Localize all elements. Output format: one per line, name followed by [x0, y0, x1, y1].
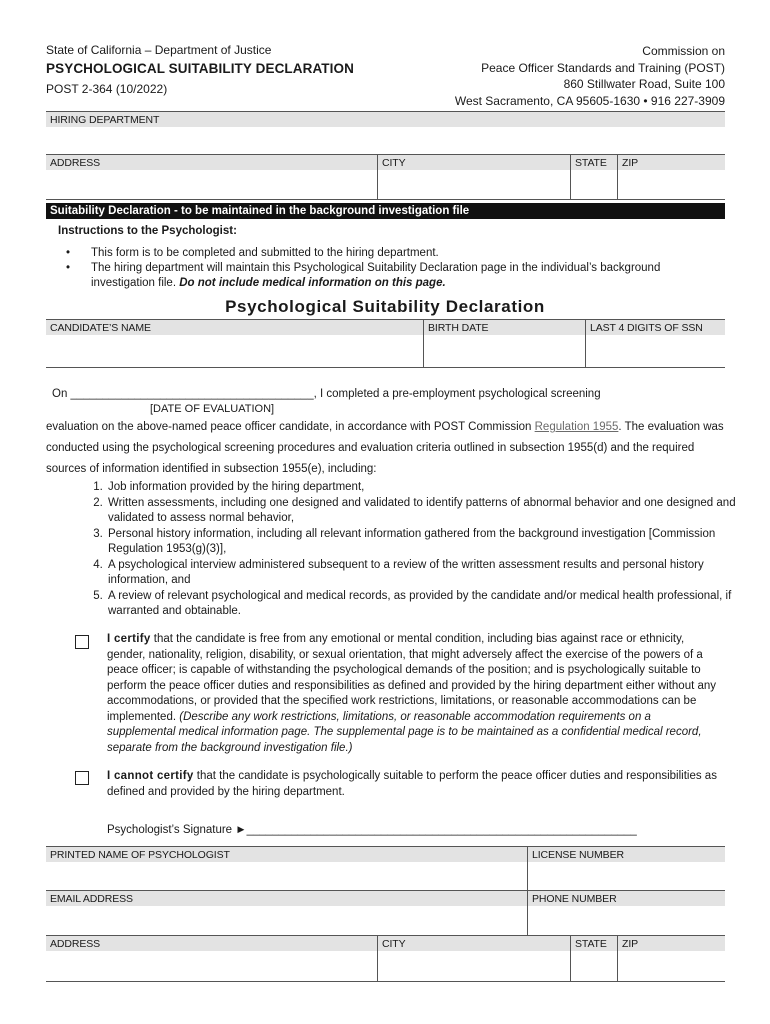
psychologist-address-field[interactable] — [46, 936, 378, 982]
list-item: 1. Job information provided by the hiring department, — [106, 480, 751, 496]
header-right — [455, 43, 725, 109]
certify-lead: I certify — [107, 633, 151, 645]
bullet-icon: • — [66, 262, 71, 274]
instruction-emphasis: Do not include medical information on this page. — [179, 277, 446, 289]
cannot-certify-statement — [107, 769, 722, 800]
form-title: PSYCHOLOGICAL SUITABILITY DECLARATION — [46, 61, 354, 76]
printed-name-field[interactable] — [46, 847, 528, 891]
instruction-item — [62, 261, 722, 291]
hiring-zip-label: ZIP — [622, 157, 639, 169]
signature-label: Psychologist’s Signature ► — [107, 824, 247, 836]
hiring-city-field[interactable] — [378, 155, 571, 200]
hiring-address-label: ADDRESS — [50, 157, 101, 169]
list-item: 4. A psychological interview administered subsequent to a review of the written assessment results and personal history information, and — [106, 558, 751, 589]
section-bar: Suitability Declaration - to be maintained in the background investigation file — [46, 203, 725, 219]
signature-blank[interactable]: _____________________________________________________________ — [246, 824, 637, 836]
hiring-city-label: CITY — [382, 157, 406, 169]
hiring-department-label: HIRING DEPARTMENT — [50, 114, 160, 126]
psychologist-state-label: STATE — [575, 938, 607, 950]
ssn-label: LAST 4 DIGITS OF SSN — [590, 322, 703, 334]
email-address-label: EMAIL ADDRESS — [50, 893, 133, 905]
psychologist-state-field[interactable] — [571, 936, 618, 982]
hiring-department-field[interactable] — [46, 112, 725, 155]
instruction-text: This form is to be completed and submitted to the hiring department. — [91, 247, 439, 259]
instructions-list — [62, 246, 722, 291]
agency-name: State of California – Department of Justice — [46, 43, 272, 57]
paragraph-text: evaluation on the above-named peace officer candidate, in accordance with POST Commission — [46, 421, 532, 433]
commission-address2: West Sacramento, CA 95605-1630 • 916 227-3909 — [454, 93, 725, 108]
date-caption: [DATE OF EVALUATION] — [150, 403, 275, 415]
regulation-1955-link[interactable]: Regulation 1955 — [534, 421, 619, 433]
on-suffix: , I completed a pre-employment psychological screening — [313, 388, 601, 400]
evaluation-date-line — [52, 388, 601, 400]
cannot-certify-lead: I cannot certify — [107, 770, 194, 782]
rule — [46, 154, 725, 155]
paragraph-text: . The evaluation was conducted using the psychological screening procedures and evaluation criteria outlined in subsection 1955(d) and the required sources of information identified in subsection 1955(e), including: — [46, 421, 724, 475]
candidate-name-field[interactable] — [46, 320, 424, 368]
psychologist-zip-label: ZIP — [622, 938, 639, 950]
phone-number-label: PHONE NUMBER — [532, 893, 617, 905]
certify-text: that the candidate is free from any emotional or mental condition, including bias against race or ethnicity, gender, nationality, religion, disability, or sexual orientation, that might adversely affect the exercise of the powers of a peace officer; is capable of withstanding the psychological demands of the position; and is psychologically suitable to perform the peace officer duties and responsibilities as defined and provided by the hiring department either without any accommodations, or provided that the specified work restrictions, limitations, or reasonable accommodations can be implemented. — [107, 633, 717, 723]
email-address-field[interactable] — [46, 891, 528, 936]
information-sources-list — [78, 480, 751, 620]
list-item: 5. A review of relevant psychological and medical records, as provided by the candidate and/or medical health professional, if warranted and obtainable. — [106, 589, 751, 620]
ssn-field[interactable] — [586, 320, 725, 368]
cannot-certify-checkbox[interactable] — [75, 771, 89, 785]
birth-date-field[interactable] — [424, 320, 586, 368]
commission-line2: Peace Officer Standards and Training (POST) — [481, 60, 725, 75]
psychologist-zip-field[interactable] — [618, 936, 725, 982]
phone-number-field[interactable] — [528, 891, 725, 936]
certify-statement — [107, 632, 722, 756]
candidate-name-label: CANDIDATE’S NAME — [50, 322, 151, 334]
header-left — [46, 43, 354, 97]
instruction-text: The hiring department will maintain this Psychological Suitability Declaration page in the individual’s background investigation file. — [91, 262, 661, 289]
form-number: POST 2-364 (10/2022) — [46, 82, 168, 96]
certify-checkbox[interactable] — [75, 635, 89, 649]
commission-line1: Commission on — [642, 44, 725, 58]
license-number-field[interactable] — [528, 847, 725, 891]
hiring-address-field[interactable] — [46, 155, 378, 200]
hiring-zip-field[interactable] — [618, 155, 725, 200]
on-prefix: On — [52, 388, 68, 400]
commission-address1: 860 Stillwater Road, Suite 100 — [563, 77, 725, 91]
psychologist-city-label: CITY — [382, 938, 406, 950]
hiring-state-label: STATE — [575, 157, 607, 169]
list-item: 3. Personal history information, including all relevant information gathered from the background investigation [Commission Regulation 1953(g)(3)], — [106, 527, 751, 558]
instructions-heading: Instructions to the Psychologist: — [58, 225, 237, 237]
evaluation-date-blank[interactable]: ______________________________________ — [70, 388, 314, 400]
signature-line — [107, 824, 637, 836]
instruction-item — [62, 246, 722, 261]
bullet-icon: • — [66, 247, 71, 259]
evaluation-paragraph — [46, 417, 726, 480]
hiring-state-field[interactable] — [571, 155, 618, 200]
psychologist-city-field[interactable] — [378, 936, 571, 982]
certify-italic-note: (Describe any work restrictions, limitations, or reasonable accommodation requirements on a supplemental medical information page. The supplemental page is to be maintained as a confidential medical record, separate from the background investigation file.) — [107, 710, 702, 754]
list-item: 2. Written assessments, including one designed and validated to identify patterns of abnormal behavior and one designed and validated to assess normal behavior, — [106, 496, 751, 527]
printed-name-label: PRINTED NAME OF PSYCHOLOGIST — [50, 849, 230, 861]
cannot-certify-text: that the candidate is psychologically suitable to perform the peace officer duties and responsibilities as defined and provided by the hiring department. — [107, 770, 717, 798]
psychologist-address-label: ADDRESS — [50, 938, 101, 950]
declaration-title: Psychological Suitability Declaration — [225, 297, 545, 316]
birth-date-label: BIRTH DATE — [428, 322, 489, 334]
license-number-label: LICENSE NUMBER — [532, 849, 624, 861]
